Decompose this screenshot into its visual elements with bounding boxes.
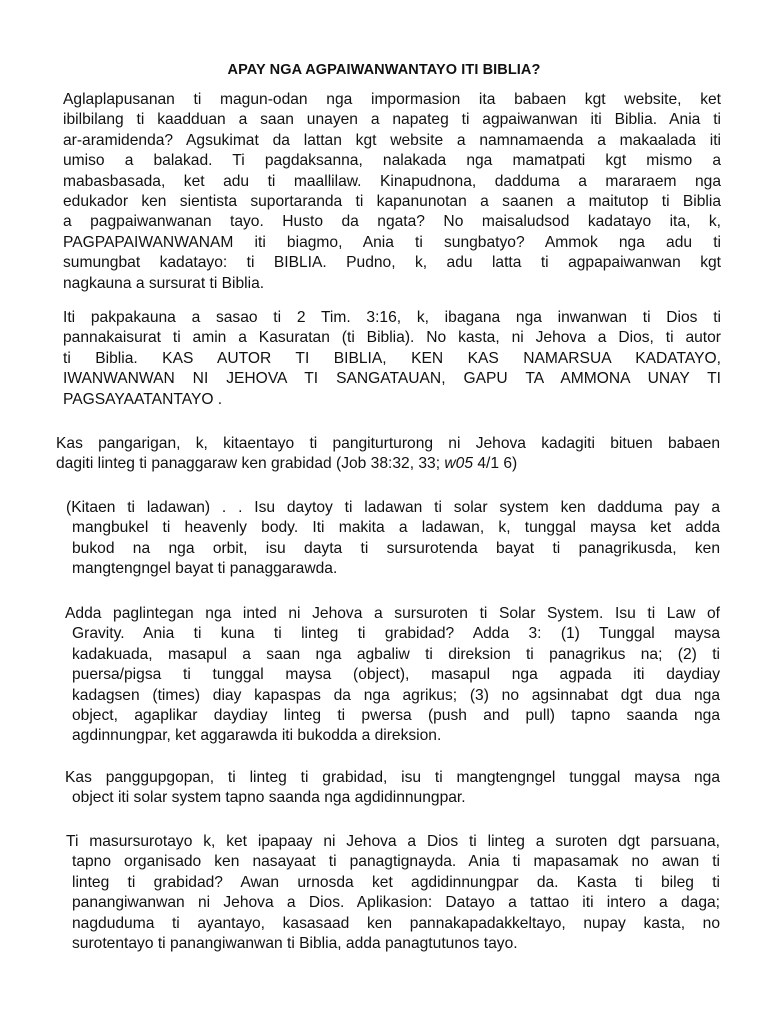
text-line: sumungbat kadatayo: ti BIBLIA. Pudno, k, adu latta ti agpapaiwanwan kgt [63, 254, 721, 272]
paragraph-4 [66, 498, 720, 580]
reference-italic: w05 [444, 455, 473, 473]
text-line: umiso a balakad. Ti pagdaksanna, nalakada nga mamatpati kgt mismo a [63, 152, 721, 170]
text-line [56, 454, 720, 474]
paragraph-7 [66, 832, 720, 954]
text-line: Kas panggupgopan, ti linteg ti grabidad, isu ti mangtengngel tunggal maysa nga [65, 769, 720, 786]
text-line: kadagsen (times) diay kapaspas da nga agrikus; (3) no agsinnabat dgt dua nga [72, 686, 720, 704]
text-line: kadakuada, masapul a saan nga agbaliw ti direksion ti panagrikus na; (2) ti [72, 645, 720, 663]
paragraph-5 [65, 604, 720, 747]
text-line: agdinnungpar, ket aggarawda iti bukodda a direksion. [72, 727, 442, 745]
text-line: nagduduma ti ayantayo, kasasaad ken pannakapadakkeltayo, nupay kasta, no [72, 914, 720, 932]
text-line: tapno organisado ken nasayaat ti panagtignayda. Ania ti mapasamak no awan ti [72, 853, 720, 871]
text-line: object iti solar system tapno saanda nga agdidinnungpar. [72, 789, 466, 807]
text-line: mabasbasada, ket adu ti maallilaw. Kinapudnona, dadduma a mararaem nga [63, 172, 721, 190]
text-line: surotentayo ti panangiwanwan ti Biblia, adda panagtutunos tayo. [72, 935, 518, 953]
text-line: object, agaplikar daydiay linteg ti pwersa (push and pull) tapno saanda nga [72, 707, 720, 725]
text-line: pannakaisurat ti amin a Kasuratan (ti Biblia). No kasta, ni Jehova a Dios, ti autor [63, 329, 721, 347]
text-line: ar-aramidenda? Agsukimat da lattan kgt website a namnamaenda a makaalada iti [63, 131, 721, 149]
text-line: panangiwanwan ni Jehova a Dios. Aplikasion: Datayo a tattao iti intero a daga; [72, 894, 720, 912]
text-line: Kas pangarigan, k, kitaentayo ti pangiturturong ni Jehova kadagiti bituen babaen [56, 435, 720, 452]
text-line: nagkauna a sursurat ti Biblia. [63, 274, 265, 292]
text-line: puersa/pigsa ti tunggal maysa (object), masapul nga agpada iti daydiay [72, 666, 720, 684]
text-line: edukador ken sientista suportaranda ti kapanunotan a saanen a maitutop ti Biblia [63, 193, 721, 211]
text-line: Iti pakpakauna a sasao ti 2 Tim. 3:16, k, ibagana nga inwanwan ti Dios ti [63, 309, 721, 326]
text-line: ti Biblia. KAS AUTOR TI BIBLIA, KEN KAS NAMARSUA KADATAYO, [63, 349, 721, 367]
text-line: PAGPAPAIWANWANAM iti biagmo, Ania ti sungbatyo? Ammok nga adu ti [63, 233, 721, 251]
paragraph-2 [63, 308, 721, 410]
document-title: APAY NGA AGPAIWANWANTAYO ITI BIBLIA? [227, 62, 541, 78]
text-line: Adda paglintegan nga inted ni Jehova a sursuroten ti Solar System. Isu ti Law of [65, 605, 720, 622]
text-line: Aglaplapusanan ti magun-odan nga impormasion ita babaen kgt website, ket [63, 91, 721, 108]
text-line: mangtengngel bayat ti panaggarawda. [72, 560, 338, 578]
paragraph-1 [63, 90, 721, 294]
text-line: Ti masursurotayo k, ket ipapaay ni Jehova a Dios ti linteg a suroten dgt parsuana, [66, 833, 720, 850]
text-line: linteg ti grabidad? Awan urnosda ket agdidinnungpar da. Kasta ti bileg ti [72, 873, 720, 891]
text-span: dagiti linteg ti panaggaraw ken grabidad (Job 38:32, 33; [56, 455, 445, 473]
text-line: bukod na nga orbit, isu dayta ti sursurotenda bayat ti panagrikusda, ken [72, 539, 720, 557]
text-line: PAGSAYAATANTAYO . [63, 390, 223, 408]
text-line: IWANWANWAN NI JEHOVA TI SANGATAUAN, GAPU TA AMMONA UNAY TI [63, 370, 721, 388]
paragraph-6 [65, 768, 720, 809]
text-line: (Kitaen ti ladawan) . . Isu daytoy ti ladawan ti solar system ken dadduma pay a [66, 499, 720, 516]
text-line: mangbukel ti heavenly body. Iti makita a ladawan, k, tunggal maysa ket adda [72, 519, 720, 537]
text-line: Gravity. Ania ti kuna ti linteg ti grabidad? Adda 3: (1) Tunggal maysa [72, 625, 720, 643]
text-line: ibilbilang ti kaadduan a saan unayen a napateg ti agpaiwanwan iti Biblia. Ania ti [63, 111, 721, 129]
text-span: 4/1 6) [473, 455, 518, 473]
text-line: a pagpaiwanwanan tayo. Husto da ngata? No maisaludsod kadatayo ita, k, [63, 213, 721, 231]
paragraph-3 [56, 434, 720, 475]
